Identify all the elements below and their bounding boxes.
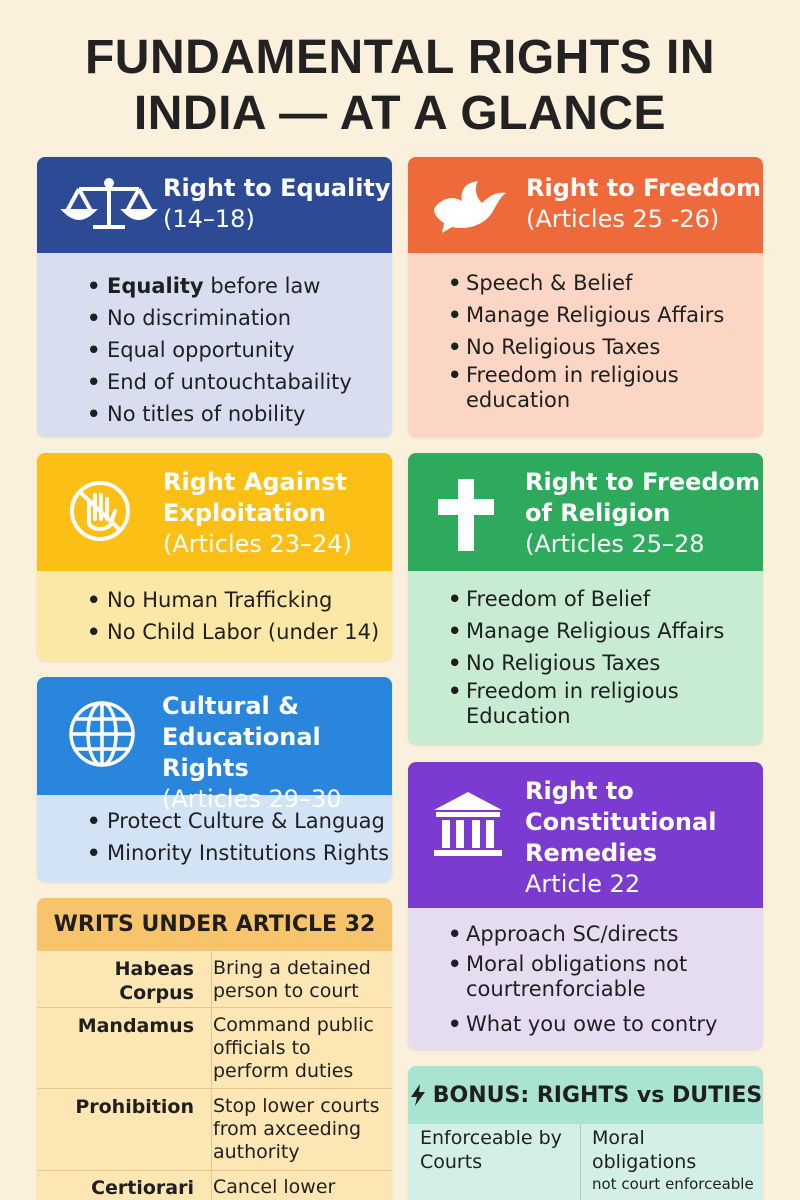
bonus-right-text: Moral obligations (592, 1127, 697, 1173)
bonus-heading (408, 1066, 763, 1124)
card-header (408, 453, 763, 571)
card-articles: (Articles 23–24) (163, 530, 352, 558)
table-row (37, 950, 392, 1007)
writ-description: Cancel lower (213, 1176, 336, 1198)
card-title-line-3: Remedies (525, 839, 658, 867)
card-header (408, 157, 763, 253)
list-item: • No Human Trafficking (37, 584, 392, 616)
card-right-to-freedom-of-religion (408, 453, 763, 745)
list-item: • What you owe to contry (408, 1008, 763, 1040)
bonus-rights-vs-duties (408, 1066, 763, 1200)
card-body (37, 270, 392, 430)
card-title-line-2: Constitutional (525, 808, 717, 836)
table-row (37, 1088, 392, 1170)
writ-name: Mandamus (77, 1015, 194, 1037)
table-row (37, 1170, 392, 1200)
card-body (408, 583, 763, 729)
dove-icon (430, 179, 510, 235)
card-body (408, 267, 763, 413)
list-item: • Approach SC/directs (408, 918, 763, 950)
bonus-right-small: not court enforceable (592, 1175, 754, 1193)
card-articles: (Articles 25 -26) (526, 205, 720, 233)
writ-name: Prohibition (75, 1096, 194, 1118)
card-articles: (14–18) (163, 205, 255, 233)
list-item: • Freedom in religious Education (408, 679, 698, 729)
card-title-line-1: Right Against (163, 468, 347, 496)
card-title-line-2: Exploitation (163, 499, 326, 527)
list-item: • Freedom in religious education (408, 363, 698, 413)
list-item: • No discrimination (37, 302, 392, 334)
table-row (37, 1007, 392, 1088)
list-item: • Speech & Belief (408, 267, 763, 299)
list-item: • Freedom of Belief (408, 583, 763, 615)
card-title: Right to Freedom (526, 174, 762, 202)
card-body (37, 584, 392, 648)
list-item: • No Religious Taxes (408, 647, 763, 679)
writs-heading: WRITS UNDER ARTICLE 32 (37, 898, 392, 950)
card-title-line-1: Right to Freedom (525, 468, 761, 496)
bold-word: Equality (107, 274, 204, 298)
courthouse-icon (430, 790, 506, 860)
writ-description: Stop lower courts from axceeding authority (213, 1095, 380, 1163)
card-right-against-exploitation (37, 453, 392, 661)
page-title (0, 30, 800, 142)
page-title-line-2: INDIA — AT A GLANCE (133, 87, 667, 140)
scales-icon (59, 177, 159, 233)
stop-hand-icon (65, 479, 135, 543)
list-item: • Manage Religious Affairs (408, 615, 763, 647)
list-item: • Equality before law (37, 270, 392, 302)
card-right-to-constitutional-remedies (408, 762, 763, 1050)
writ-name: Habeas Corpus (114, 958, 194, 1004)
list-item: • Minority Institutions Rights (37, 837, 392, 869)
card-header (37, 157, 392, 253)
list-item: • No Religious Taxes (408, 331, 763, 363)
list-item: • Equal opportunity (37, 334, 392, 366)
card-header (37, 677, 392, 813)
list-item: • No Child Labor (under 14) (37, 616, 392, 648)
card-articles: Article 22 (525, 870, 641, 898)
list-item: • Protect Culture & Languag (37, 805, 392, 837)
card-right-to-freedom (408, 157, 763, 437)
lightning-icon (409, 1083, 427, 1107)
bonus-left-cell: Enforceable by Courts (420, 1127, 562, 1173)
bonus-heading-text: BONUS: RIGHTS vs DUTIES (432, 1082, 763, 1108)
card-cultural-educational-rights (37, 677, 392, 882)
bonus-right-cell (592, 1126, 757, 1194)
card-body (37, 805, 392, 869)
card-header (37, 453, 392, 571)
column-divider (580, 1124, 581, 1200)
cross-icon (436, 477, 496, 553)
card-title-line-2: of Religion (525, 499, 671, 527)
writ-description: Bring a detained person to court (213, 957, 371, 1002)
card-body (408, 918, 763, 1040)
page-title-line-1: FUNDAMENTAL RIGHTS IN (84, 31, 716, 84)
list-item: • Manage Religious Affairs (408, 299, 763, 331)
card-articles: (Articles 25–28 (525, 530, 705, 558)
list-item: • Moral obligations not courtrenforciable (408, 952, 708, 1002)
card-title-line-2: Educational Rights (162, 723, 321, 782)
card-title-line-1: Cultural & (162, 692, 300, 720)
list-item: • No titles of nobility (37, 398, 392, 430)
globe-icon (67, 699, 137, 769)
card-title-line-1: Right to (525, 777, 634, 805)
card-right-to-equality (37, 157, 392, 437)
list-item: • End of untouchtabaility (37, 366, 392, 398)
card-articles: (Articles 29–30 (162, 785, 342, 813)
writ-name: Certiorari (91, 1177, 194, 1199)
writ-description: Command public officials to perform duties (213, 1014, 374, 1082)
card-title: Right to Equality (163, 174, 391, 202)
card-header (408, 762, 763, 908)
writs-table (37, 898, 392, 1200)
